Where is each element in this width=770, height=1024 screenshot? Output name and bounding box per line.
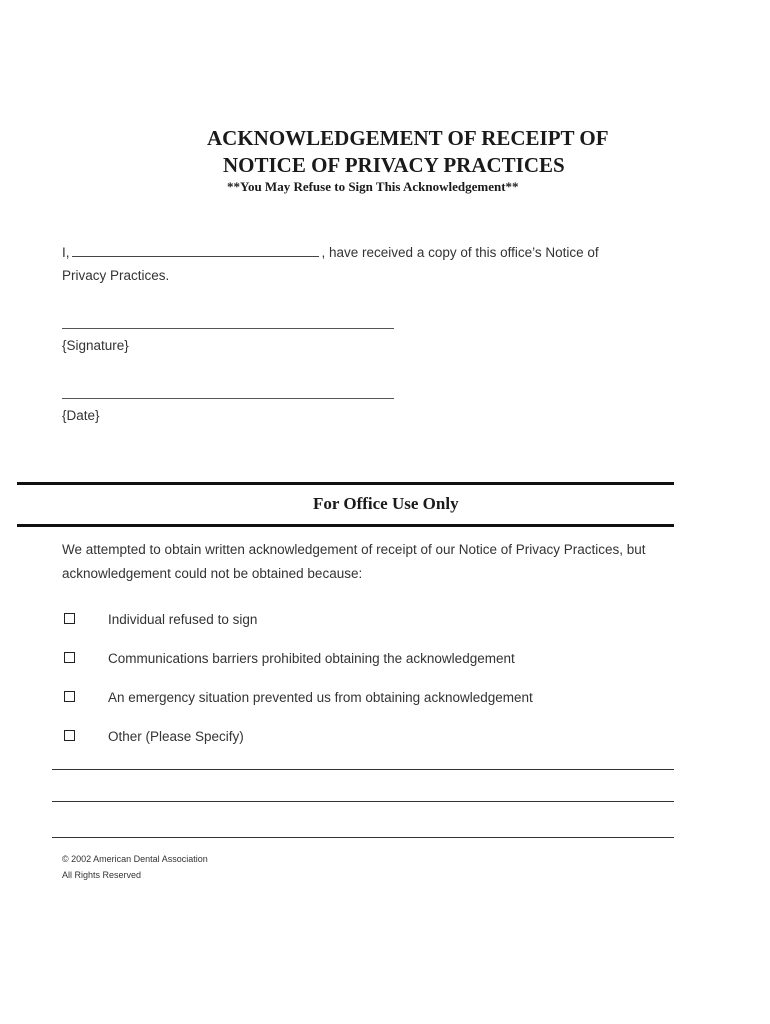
- name-field[interactable]: [72, 244, 319, 257]
- option-label-other: Other (Please Specify): [108, 729, 244, 744]
- footer-copyright: © 2002 American Dental Association: [62, 854, 208, 864]
- acknowledgement-sentence: [62, 244, 599, 260]
- document-subtitle: **You May Refuse to Sign This Acknowledgement**: [227, 179, 519, 194]
- acknowledgement-suffix: , have received a copy of this office’s Notice of: [321, 245, 599, 260]
- option-label-communication-barriers: Communications barriers prohibited obtaining the acknowledgement: [108, 651, 515, 666]
- footer-rights: All Rights Reserved: [62, 870, 142, 880]
- office-use-intro-line-2: acknowledgement could not be obtained because:: [62, 566, 363, 581]
- specify-line-1[interactable]: [52, 769, 674, 770]
- section-divider-top: [17, 482, 674, 485]
- specify-line-2[interactable]: [52, 801, 674, 802]
- checkbox-communication-barriers[interactable]: [64, 652, 75, 663]
- office-use-heading: For Office Use Only: [313, 494, 459, 513]
- checkbox-refused-to-sign[interactable]: [64, 613, 75, 624]
- office-use-intro-line-1: We attempted to obtain written acknowledgement of receipt of our Notice of Privacy Practices, but: [62, 542, 646, 557]
- date-label: {Date}: [62, 408, 100, 423]
- specify-line-3[interactable]: [52, 837, 674, 838]
- checkbox-emergency-situation[interactable]: [64, 691, 75, 702]
- date-field[interactable]: [62, 398, 394, 399]
- section-divider-bottom: [17, 524, 674, 527]
- signature-field[interactable]: [62, 328, 394, 329]
- document-title-line-1: ACKNOWLEDGEMENT OF RECEIPT OF: [207, 126, 609, 150]
- acknowledgement-line-2: Privacy Practices.: [62, 268, 170, 283]
- acknowledgement-prefix: I,: [62, 245, 70, 260]
- document-title-line-2: NOTICE OF PRIVACY PRACTICES: [223, 153, 565, 177]
- option-label-emergency-situation: An emergency situation prevented us from obtaining acknowledgement: [108, 690, 533, 705]
- signature-label: {Signature}: [62, 338, 129, 353]
- option-label-refused-to-sign: Individual refused to sign: [108, 612, 258, 627]
- checkbox-other[interactable]: [64, 730, 75, 741]
